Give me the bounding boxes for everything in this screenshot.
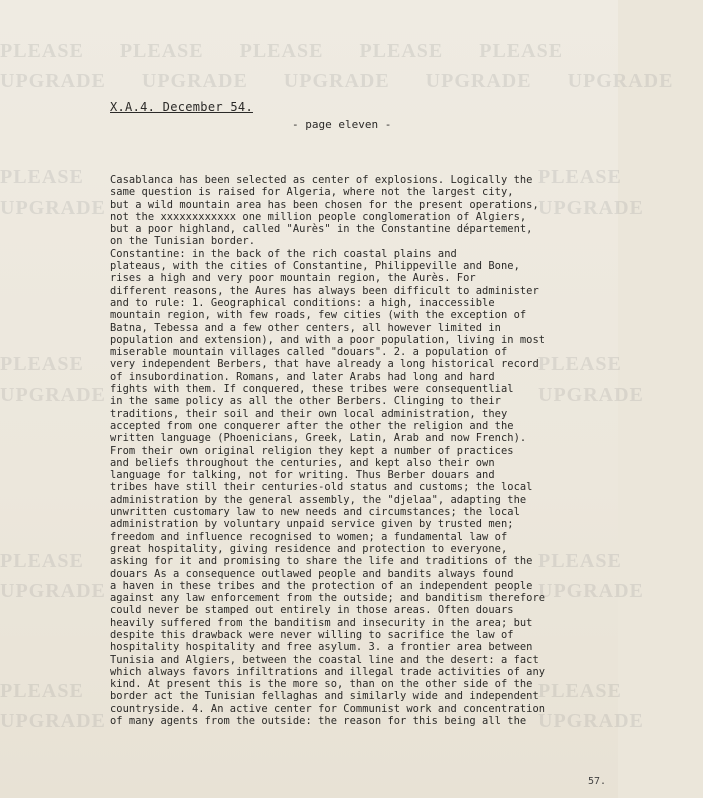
text-line: fights with them. If conquered, these tribes were consequentlial <box>110 383 514 396</box>
text-line: despite this drawback were never willing to sacrifice the law of <box>110 628 514 641</box>
text-line: not the xxxxxxxxxxxx one million people conglomeration of Algiers, <box>110 210 527 223</box>
watermark-text: PLEASE <box>359 40 444 62</box>
text-line: which always favors infiltrations and illegal trade activities of any <box>110 665 546 678</box>
page-label: - page eleven - <box>292 118 392 131</box>
watermark-text: PLEASE <box>538 680 622 702</box>
text-line: asking for it and promising to share the life and traditions of the <box>110 555 533 568</box>
watermark-text: PLEASE <box>0 353 84 375</box>
text-line: freedom and influence recognised to women; a fundamental law of <box>110 530 508 543</box>
text-line: on the Tunisian border. <box>110 235 256 248</box>
text-line: a haven in these tribes and the protection of an independent people <box>110 579 533 592</box>
text-line: great hospitality, giving residence and protection to everyone, <box>110 542 508 555</box>
watermark-text: UPGRADE <box>538 580 644 602</box>
text-line: of many agents from the outside: the reason for this being all the <box>110 715 527 728</box>
footer-page-number: 57. <box>588 776 607 787</box>
watermark-text: UPGRADE <box>0 580 106 602</box>
text-line: rises a high and very poor mountain region, the Aurès. For <box>110 272 476 285</box>
watermark-text: PLEASE <box>0 680 84 702</box>
watermark-row <box>0 40 618 63</box>
watermark-text: PLEASE <box>0 40 84 62</box>
watermark-text: UPGRADE <box>141 70 248 92</box>
watermark-text: UPGRADE <box>567 70 674 92</box>
text-line: hospitality hospitality and free asylum. 3. a frontier area between <box>110 641 533 654</box>
text-line: border act the Tunisian fellaghas and similarly wide and independent <box>110 690 539 703</box>
text-line: same question is raised for Algeria, where not the largest city, <box>110 186 514 199</box>
watermark-text: PLEASE <box>0 550 84 572</box>
text-line: and beliefs throughout the centuries, and kept also their own <box>110 456 495 469</box>
text-line: Constantine: in the back of the rich coastal plains and <box>110 247 457 260</box>
watermark-row <box>0 70 674 93</box>
text-line: against any law enforcement from the outside; and banditism therefore <box>110 592 546 605</box>
text-line: different reasons, the Aures has always been difficult to administer <box>110 284 539 297</box>
document-reference: X.A.4. December 54. <box>110 100 253 114</box>
watermark-text: PLEASE <box>0 166 84 188</box>
text-line: douars As a consequence outlawed people and bandits always found <box>110 567 514 580</box>
text-line: of insubordination. Romans, and later Arabs had long and hard <box>110 370 495 383</box>
text-line: plateaus, with the cities of Constantine, Philippeville and Bone, <box>110 260 520 273</box>
watermark-text: UPGRADE <box>283 70 390 92</box>
text-line: very independent Berbers, that have already a long historical record <box>110 358 539 371</box>
text-line: Batna, Tebessa and a few other centers, all however limited in <box>110 321 501 334</box>
text-line: tribes have still their centuries-old status and customs; the local <box>110 481 533 494</box>
watermark-text: PLEASE <box>538 550 622 572</box>
watermark-text: UPGRADE <box>0 70 106 92</box>
text-line: accepted from one conquerer after the other the religion and the <box>110 419 514 432</box>
body-text <box>110 174 610 727</box>
text-line: administration by voluntary unpaid service given by trusted men; <box>110 518 514 531</box>
watermark-text: PLEASE <box>479 40 564 62</box>
text-line: traditions, their soil and their own local administration, they <box>110 407 508 420</box>
text-line: administration by the general assembly, the "djelaa", adapting the <box>110 493 527 506</box>
text-line: unwritten customary law to new needs and circumstances; the local <box>110 506 520 519</box>
text-line: could never be stamped out entirely in those areas. Often douars <box>110 604 514 617</box>
text-line: language for talking, not for writing. Thus Berber douars and <box>110 469 495 482</box>
watermark-text: PLEASE <box>538 166 622 188</box>
watermark-text: UPGRADE <box>0 384 106 406</box>
watermark-text: UPGRADE <box>0 197 106 219</box>
text-line: heavily suffered from the banditism and insecurity in the area; but <box>110 616 533 629</box>
watermark-text: UPGRADE <box>538 710 644 732</box>
watermark-text: UPGRADE <box>0 710 106 732</box>
text-line: countryside. 4. An active center for Communist work and concentration <box>110 702 546 715</box>
watermark-text: PLEASE <box>239 40 324 62</box>
text-line: miserable mountain villages called "douars". 2. a population of <box>110 346 508 359</box>
text-line: kind. At present this is the more so, than on the other side of the <box>110 678 533 691</box>
text-line: Casablanca has been selected as center of explosions. Logically the <box>110 174 533 186</box>
text-line: written language (Phoenicians, Greek, Latin, Arab and now French). <box>110 432 527 445</box>
text-line: but a wild mountain area has been chosen for the present operations, <box>110 198 539 211</box>
text-line: in the same policy as all the other Berbers. Clinging to their <box>110 395 501 408</box>
watermark-text: PLEASE <box>119 40 204 62</box>
text-line: and to rule: 1. Geographical conditions: a high, inaccessible <box>110 296 495 309</box>
text-line: population and extension), and with a poor population, living in most <box>110 333 546 346</box>
text-line: Tunisia and Algiers, between the coastal line and the desert: a fact <box>110 653 539 666</box>
watermark-text: UPGRADE <box>425 70 532 92</box>
watermark-text: PLEASE <box>538 353 622 375</box>
text-line: mountain region, with few roads, few cities (with the exception of <box>110 309 527 322</box>
text-line: From their own original religion they kept a number of practices <box>110 444 514 457</box>
watermark-text: UPGRADE <box>538 197 644 219</box>
watermark-text: UPGRADE <box>538 384 644 406</box>
text-line: but a poor highland, called "Aurès" in the Constantine département, <box>110 223 533 236</box>
